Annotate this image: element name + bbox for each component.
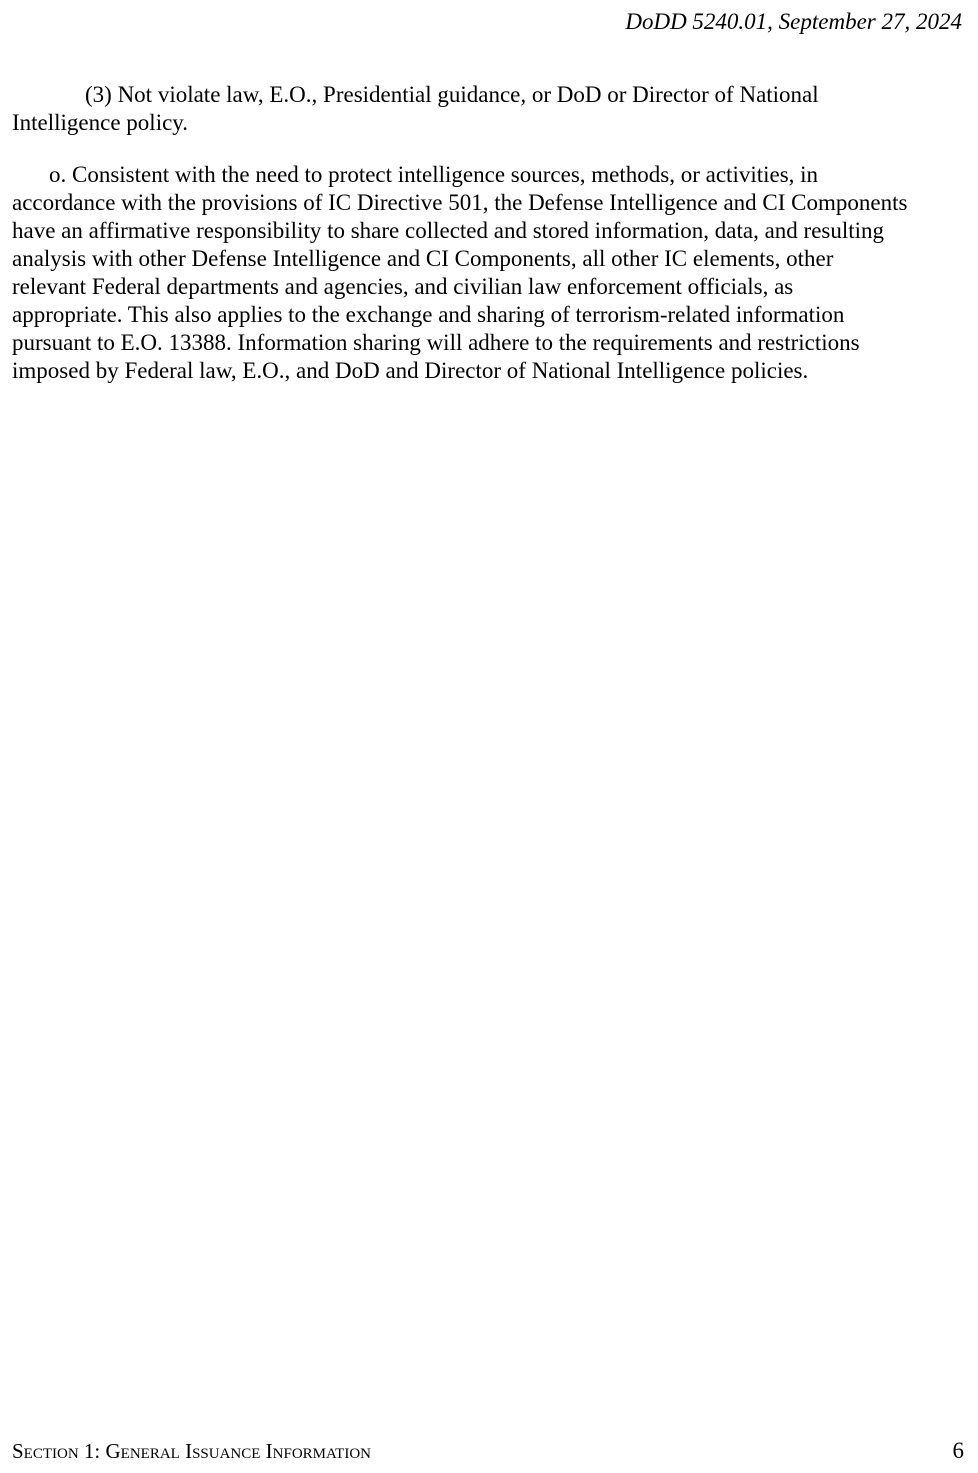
paragraph-line: o. Consistent with the need to protect intelligence sources, methods, or activities, in	[49, 162, 819, 187]
paragraph-item-o	[12, 161, 964, 385]
paragraph-line: relevant Federal departments and agencies, and civilian law enforcement officials, as	[12, 274, 794, 299]
paragraph-line: pursuant to E.O. 13388. Information sharing will adhere to the requirements and restrictions	[12, 330, 860, 355]
paragraph-line: have an affirmative responsibility to share collected and stored information, data, and resulting	[12, 218, 885, 243]
page-footer	[12, 1437, 964, 1465]
paragraph-line: imposed by Federal law, E.O., and DoD and Director of National Intelligence policies.	[12, 358, 809, 383]
paragraph-line: accordance with the provisions of IC Directive 501, the Defense Intelligence and CI Components	[12, 190, 908, 215]
paragraph-line: appropriate. This also applies to the exchange and sharing of terrorism-related information	[12, 302, 845, 327]
section-label: Section 1: General Issuance Information	[12, 1439, 372, 1463]
paragraph-line: (3) Not violate law, E.O., Presidential guidance, or DoD or Director of National	[85, 82, 819, 107]
paragraph-item-3	[12, 81, 964, 137]
paragraph-line: analysis with other Defense Intelligence and CI Components, all other IC elements, other	[12, 246, 834, 271]
paragraph-line: Intelligence policy.	[12, 110, 189, 135]
page-number: 6	[952, 1438, 964, 1463]
document-identifier: DoDD 5240.01, September 27, 2024	[625, 9, 962, 34]
page-header	[625, 8, 962, 36]
